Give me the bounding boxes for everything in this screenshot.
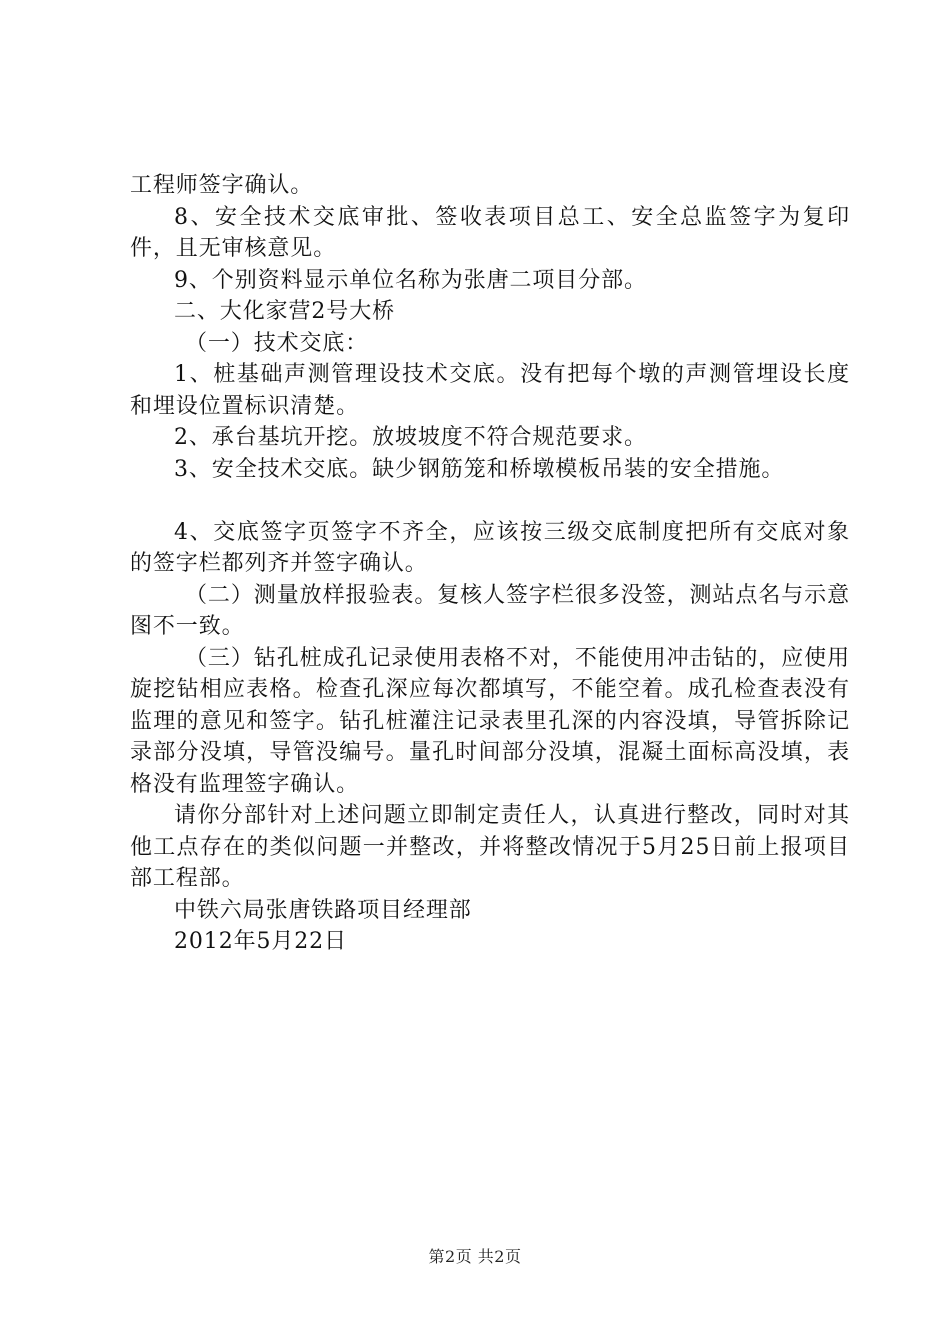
paragraph-survey: （二）测量放样报验表。复核人签字栏很多没签，测站点名与示意图不一致。 — [130, 582, 850, 639]
signature-date: 2012年5月22日 — [174, 929, 347, 954]
paragraph-item-9: 9、个别资料显示单位名称为张唐二项目分部。 — [174, 267, 647, 293]
paragraph-item-2: 2、承台基坑开挖。放坡坡度不符合规范要求。 — [174, 425, 647, 450]
signature-organization: 中铁六局张唐铁路项目经理部 — [174, 897, 472, 923]
paragraph-item-4: 4、交底签字页签字不齐全，应该按三级交底制度把所有交底对象的签字栏都列齐并签字确认。 — [130, 519, 850, 576]
paragraph-continuation: 工程师签字确认。 — [130, 173, 314, 198]
paragraph-item-8: 8、安全技术交底审批、签收表项目总工、安全总监签字为复印件，且无审核意见。 — [130, 204, 850, 261]
subsection-heading-technical: （一）技术交底： — [185, 330, 369, 356]
paragraph-item-1: 1、桩基础声测管理设技术交底。没有把每个墩的声测管埋设长度和埋设位置标识清楚。 — [130, 362, 850, 419]
document-body — [130, 170, 850, 958]
paragraph-drilled-pile: （三）钻孔桩成孔记录使用表格不对，不能使用冲击钻的，应使用旋挖钻相应表格。检查孔深应每次都填写，不能空着。成孔检查表没有监理的意见和签字。钻孔桩灌注记录表里孔深的内容没填，导管拆除记录部分没填，导管没编号。量孔时间部分没填，混凝土面标高没填，表格没有监理签字确认。 — [130, 645, 850, 797]
page-footer: 第2页 共2页 — [428, 1247, 522, 1266]
section-heading-bridge: 二、大化家营2号大桥 — [174, 299, 395, 324]
paragraph-item-3: 3、安全技术交底。缺少钢筋笼和桥墩模板吊装的安全措施。 — [174, 456, 785, 482]
paragraph-rectification-request: 请你分部针对上述问题立即制定责任人，认真进行整改，同时对其他工点存在的类似问题一并整改，并将整改情况于5月25日前上报项目部工程部。 — [130, 803, 850, 891]
